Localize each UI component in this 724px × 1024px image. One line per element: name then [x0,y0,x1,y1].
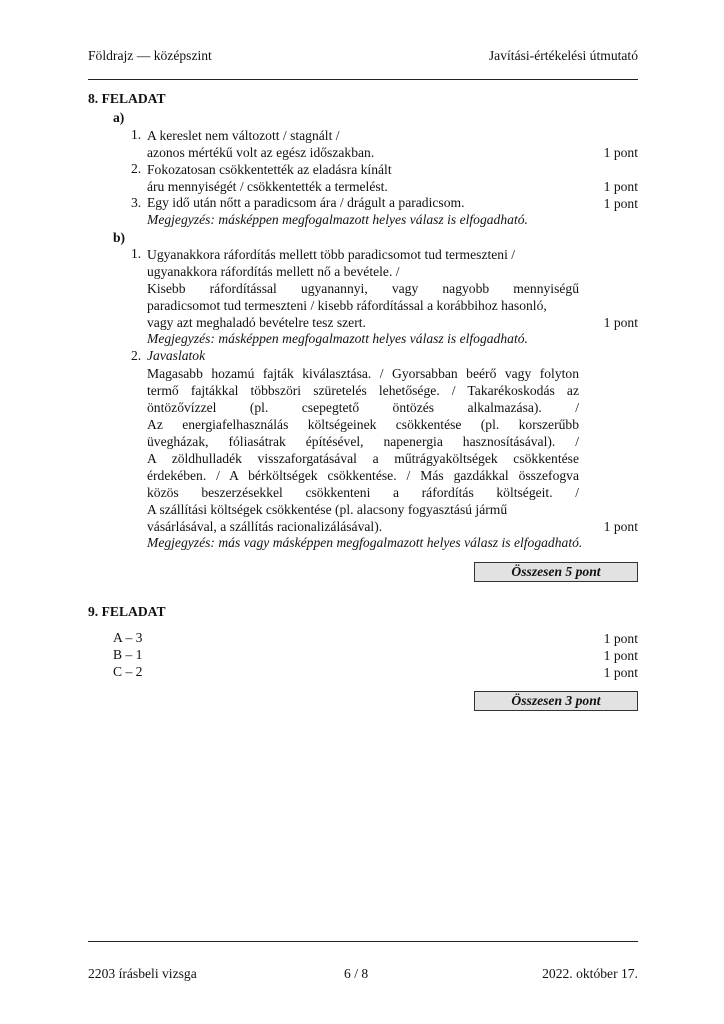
text-line: áru mennyiségét / csökkentették a termelést. [147,179,388,194]
task9-points-b: 1 pont [603,648,638,663]
task8-b1-num: 1. [131,246,142,261]
footer-date: 2022. október 17. [542,966,638,981]
text-line: A zöldhulladék visszaforgatásával a műtrágyaköltségek csökkentése [147,451,579,466]
task8-b2-note: Megjegyzés: más vagy másképpen megfogalmazott helyes válasz is elfogadható. [147,535,583,550]
task8-a-item1-points: 1 pont [603,145,638,160]
task8-title: 8. FELADAT [88,91,166,106]
text-line: öntözővízzel (pl. csepegtető öntözés alkalmazása). / [147,400,579,415]
text-line: Ugyanakkora ráfordítás mellett több paradicsomot tud termeszteni / [147,247,516,262]
task8-a-item3-num: 3. [131,195,142,210]
task8-b1-points: 1 pont [603,315,638,330]
task8-a-item2-num: 2. [131,161,142,176]
task9-title: 9. FELADAT [88,604,166,619]
text-line: Kisebb ráfordítással ugyanannyi, vagy nagyobb mennyiségű [147,281,579,296]
header-guide-title: Javítási-értékelési útmutató [488,48,638,63]
text-line: vásárlásával, a szállítás racionalizálásával). [147,519,383,534]
text-line: érdekében. / A bérköltségek csökkentése. / Más gazdákkal összefogva [147,468,579,483]
footer-page-number: 6 / 8 [344,966,369,981]
task9-total: Összesen 3 pont [474,691,638,711]
task8-total: Összesen 5 pont [474,562,638,582]
text-line: Az energiafelhasználás költségeinek csökkentése (pl. korszerűbb [147,417,579,432]
task9-answer-b: B – 1 [113,647,143,662]
task9-points-a: 1 pont [603,631,638,646]
task8-a-item3-points: 1 pont [603,196,638,211]
text-line: azonos mértékű volt az egész időszakban. [147,145,375,160]
task8-b1-text [147,246,579,331]
task9-answer-c: C – 2 [113,664,143,679]
text-line: A kereslet nem változott / stagnált / [147,128,340,143]
task8-b2-num: 2. [131,348,142,363]
text-line: A szállítási költségek csökkentése (pl. alacsony fogyasztású jármű [147,502,508,517]
text-line: Magasabb hozamú fajták kiválasztása. / Gyorsabban beérő vagy folyton [147,366,579,381]
task8-a-item3: Egy idő után nőtt a paradicsom ára / drágult a paradicsom. [147,195,465,210]
task8-b-label: b) [113,230,126,245]
task8-b2-heading: Javaslatok [147,348,206,363]
text-line: Fokozatosan csökkentették az eladásra kínált [147,162,392,177]
header-subject: Földrajz — középszint [88,48,212,63]
task8-b2-points: 1 pont [603,519,638,534]
text-line: termő fajtákkal többszöri szüretelés lehetősége. / Takarékoskodás az [147,383,579,398]
footer-exam-code: 2203 írásbeli vizsga [88,966,197,981]
task8-a-note: Megjegyzés: másképpen megfogalmazott helyes válasz is elfogadható. [147,212,528,227]
task8-b2-text [147,365,579,535]
task8-a-item1 [147,127,587,161]
footer-rule [88,941,638,942]
task8-a-item2-points: 1 pont [603,179,638,194]
text-line: üvegházak, fóliasátrak építésével, napenergia hasznosításával). / [147,434,579,449]
header-rule [88,79,638,80]
text-line: paradicsomot tud termeszteni / kisebb ráfordítással a korábbihoz hasonló, [147,298,547,313]
text-line: közös beszerzésekkel csökkenteni a ráfordítás költségeit. / [147,485,579,500]
task8-a-item1-num: 1. [131,127,142,142]
text-line: ugyanakkora ráfordítás mellett nő a bevétele. / [147,264,400,279]
task9-answer-a: A – 3 [113,630,143,645]
text-line: vagy azt meghaladó bevételre tesz szert. [147,315,366,330]
task8-b1-note: Megjegyzés: másképpen megfogalmazott helyes válasz is elfogadható. [147,331,528,346]
task9-points-c: 1 pont [603,665,638,680]
task8-a-label: a) [113,110,125,125]
task8-a-item2 [147,161,587,195]
